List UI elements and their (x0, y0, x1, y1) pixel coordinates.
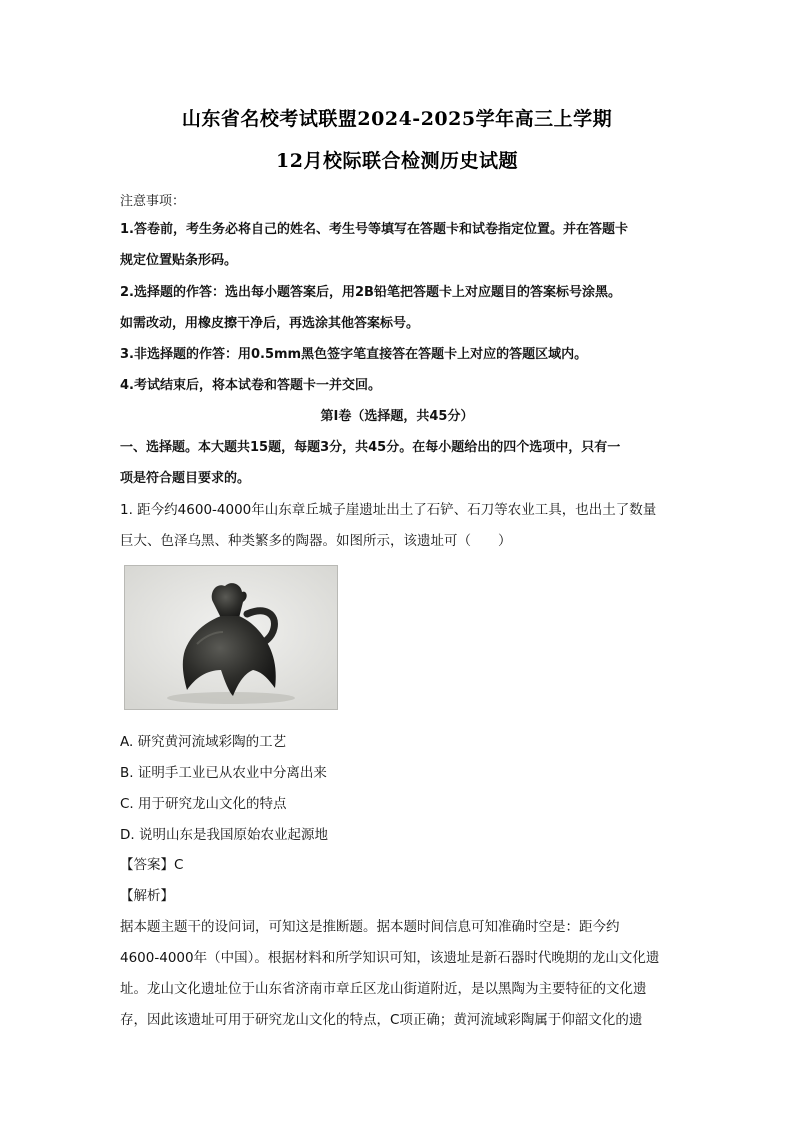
volume-heading: 第Ⅰ卷（选择题，共45分） (320, 409, 474, 424)
section-instructions-line-1: 一、选择题。本大题共15题，每题3分，共45分。在每小题给出的四个选项中，只有一 (120, 440, 621, 455)
notice-heading: 注意事项： (120, 194, 186, 209)
option-c: C. 用于研究龙山文化的特点 (120, 796, 287, 812)
notice-item-1-line-1: 1.答卷前，考生务必将自己的姓名、考生号等填写在答题卡和试卷指定位置。并在答题卡 (120, 222, 628, 237)
exam-title-line1: 山东省名校考试联盟2024-2025学年高三上学期 (181, 108, 613, 130)
analysis-line-2: 4600-4000年（中国）。根据材料和所学知识可知，该遗址是新石器时代晚期的龙山文化遗 (120, 950, 660, 966)
pottery-photo (124, 565, 338, 710)
option-d: D. 说明山东是我国原始农业起源地 (120, 827, 328, 843)
analysis-heading: 【解析】 (120, 888, 174, 904)
question-1-stem-line-1: 1. 距今约4600-4000年山东章丘城子崖遗址出土了石铲、石刀等农业工具，也出土了数量 (120, 502, 657, 518)
analysis-line-4: 存，因此该遗址可用于研究龙山文化的特点，C项正确；黄河流域彩陶属于仰韶文化的遗 (120, 1012, 643, 1028)
question-1-stem-line-2: 巨大、色泽乌黑、种类繁多的陶器。如图所示，该遗址可（ ） (120, 533, 512, 549)
notice-item-3: 3.非选择题的作答：用0.5mm黑色签字笔直接答在答题卡上对应的答题区域内。 (120, 347, 588, 362)
notice-item-4: 4.考试结束后，将本试卷和答题卡一并交回。 (120, 378, 381, 393)
analysis-line-1: 据本题主题干的设问词，可知这是推断题。据本题时间信息可知准确时空是：距今约 (120, 919, 620, 935)
option-b: B. 证明手工业已从农业中分离出来 (120, 765, 327, 781)
option-a: A. 研究黄河流域彩陶的工艺 (120, 734, 287, 750)
notice-item-2-line-2: 如需改动，用橡皮擦干净后，再选涂其他答案标号。 (120, 316, 420, 331)
analysis-line-3: 址。龙山文化遗址位于山东省济南市章丘区龙山街道附近，是以黑陶为主要特征的文化遗 (120, 981, 647, 997)
exam-title-line2: 12月校际联合检测历史试题 (276, 150, 518, 172)
notice-item-2-line-1: 2.选择题的作答：选出每小题答案后，用2B铅笔把答题卡上对应题目的答案标号涂黑。 (120, 285, 621, 300)
notice-item-1-line-2: 规定位置贴条形码。 (120, 253, 238, 268)
section-instructions-line-2: 项是符合题目要求的。 (120, 471, 251, 486)
black-pottery-tripod-icon (125, 566, 337, 709)
answer-label: 【答案】C (120, 857, 184, 873)
